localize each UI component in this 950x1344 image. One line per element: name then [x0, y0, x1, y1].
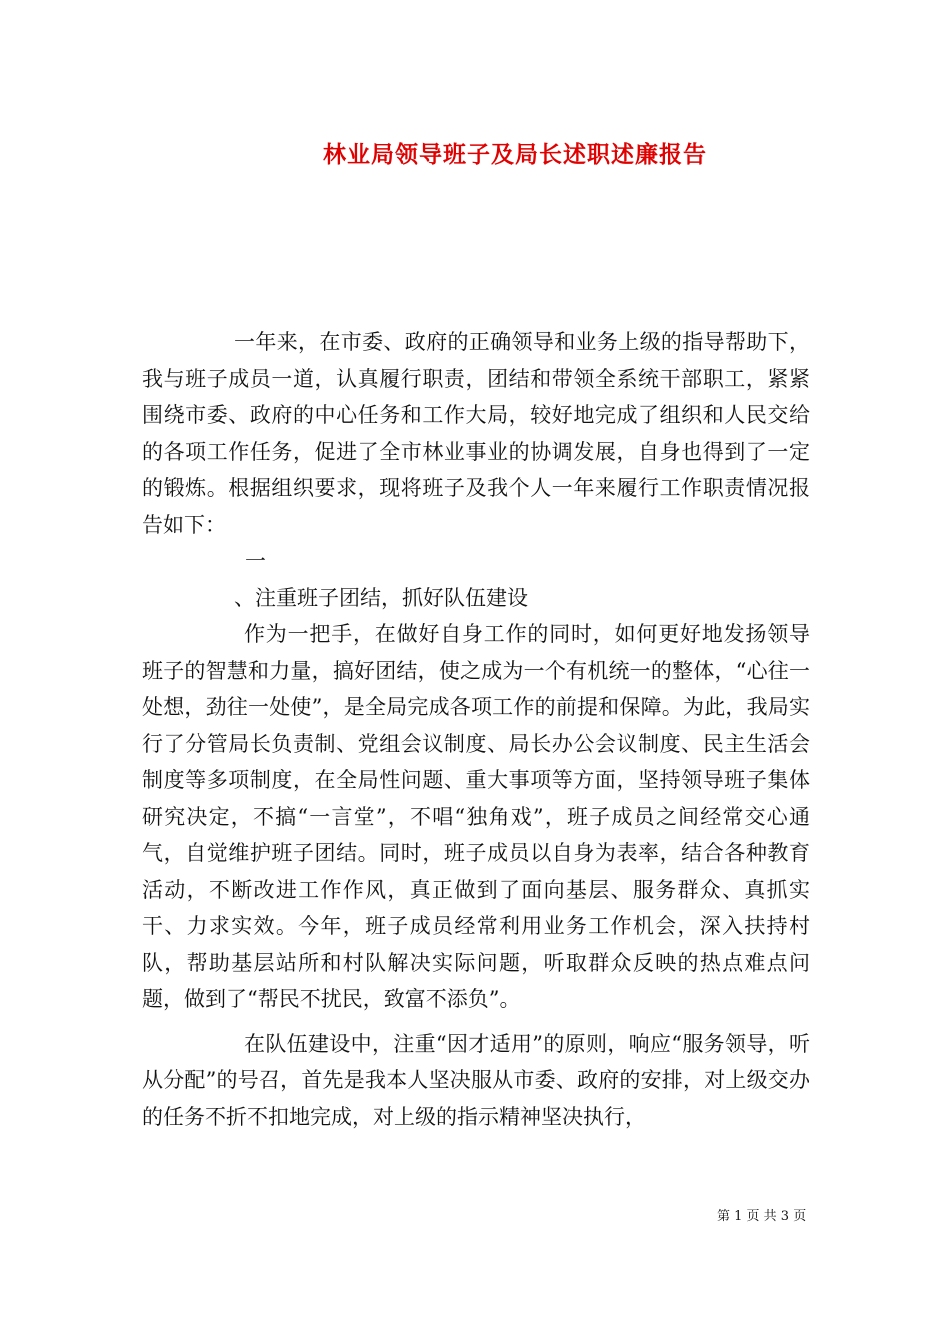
section-paragraph-2: 在队伍建设中，注重“因才适用”的原则，响应“服务领导，听从分配”的号召，首先是我本人坚决服从市委、政府的安排，对上级交办的任务不折不扣地完成，对上级的指示精神坚决执行， — [142, 1031, 810, 1129]
section-heading: 、注重班子团结，抓好队伍建设 — [234, 585, 528, 610]
document-title: 林业局领导班子及局长述职述廉报告 — [323, 141, 707, 168]
intro-paragraph: 一年来，在市委、政府的正确领导和业务上级的指导帮助下，我与班子成员一道，认真履行职责，团结和带领全系统干部职工，紧紧围绕市委、政府的中心任务和工作大局，较好地完成了组织和人民交给的各项工作任务，促进了全市林业事业的协调发展，自身也得到了一定的锻炼。根据组织要求，现将班子及我个人一年来履行工作职责情况报告如下： — [142, 330, 810, 537]
section-paragraph-1: 作为一把手，在做好自身工作的同时，如何更好地发扬领导班子的智慧和力量，搞好团结，使之成为一个有机统一的整体，“心往一处想，劲往一处使”，是全局完成各项工作的前提和保障。为此，我局实行了分管局长负责制、党组会议制度、局长办公会议制度、民主生活会制度等多项制度，在全局性问题、重大事项等方面，坚持领导班子集体研究决定，不搞“一言堂”，不唱“独角戏”，班子成员之间经常交心通气，自觉维护班子团结。同时，班子成员以自身为表率，结合各种教育活动，不断改进工作作风，真正做到了面向基层、服务群众、真抓实干、力求实效。今年，班子成员经常利用业务工作机会，深入扶持村队，帮助基层站所和村队解决实际问题，听取群众反映的热点难点问题，做到了“帮民不扰民，致富不添负”。 — [142, 622, 810, 1011]
section-number: 一 — [245, 549, 266, 573]
document-body — [142, 324, 810, 1135]
page-number-footer: 第 1 页 共 3 页 — [717, 1209, 807, 1224]
